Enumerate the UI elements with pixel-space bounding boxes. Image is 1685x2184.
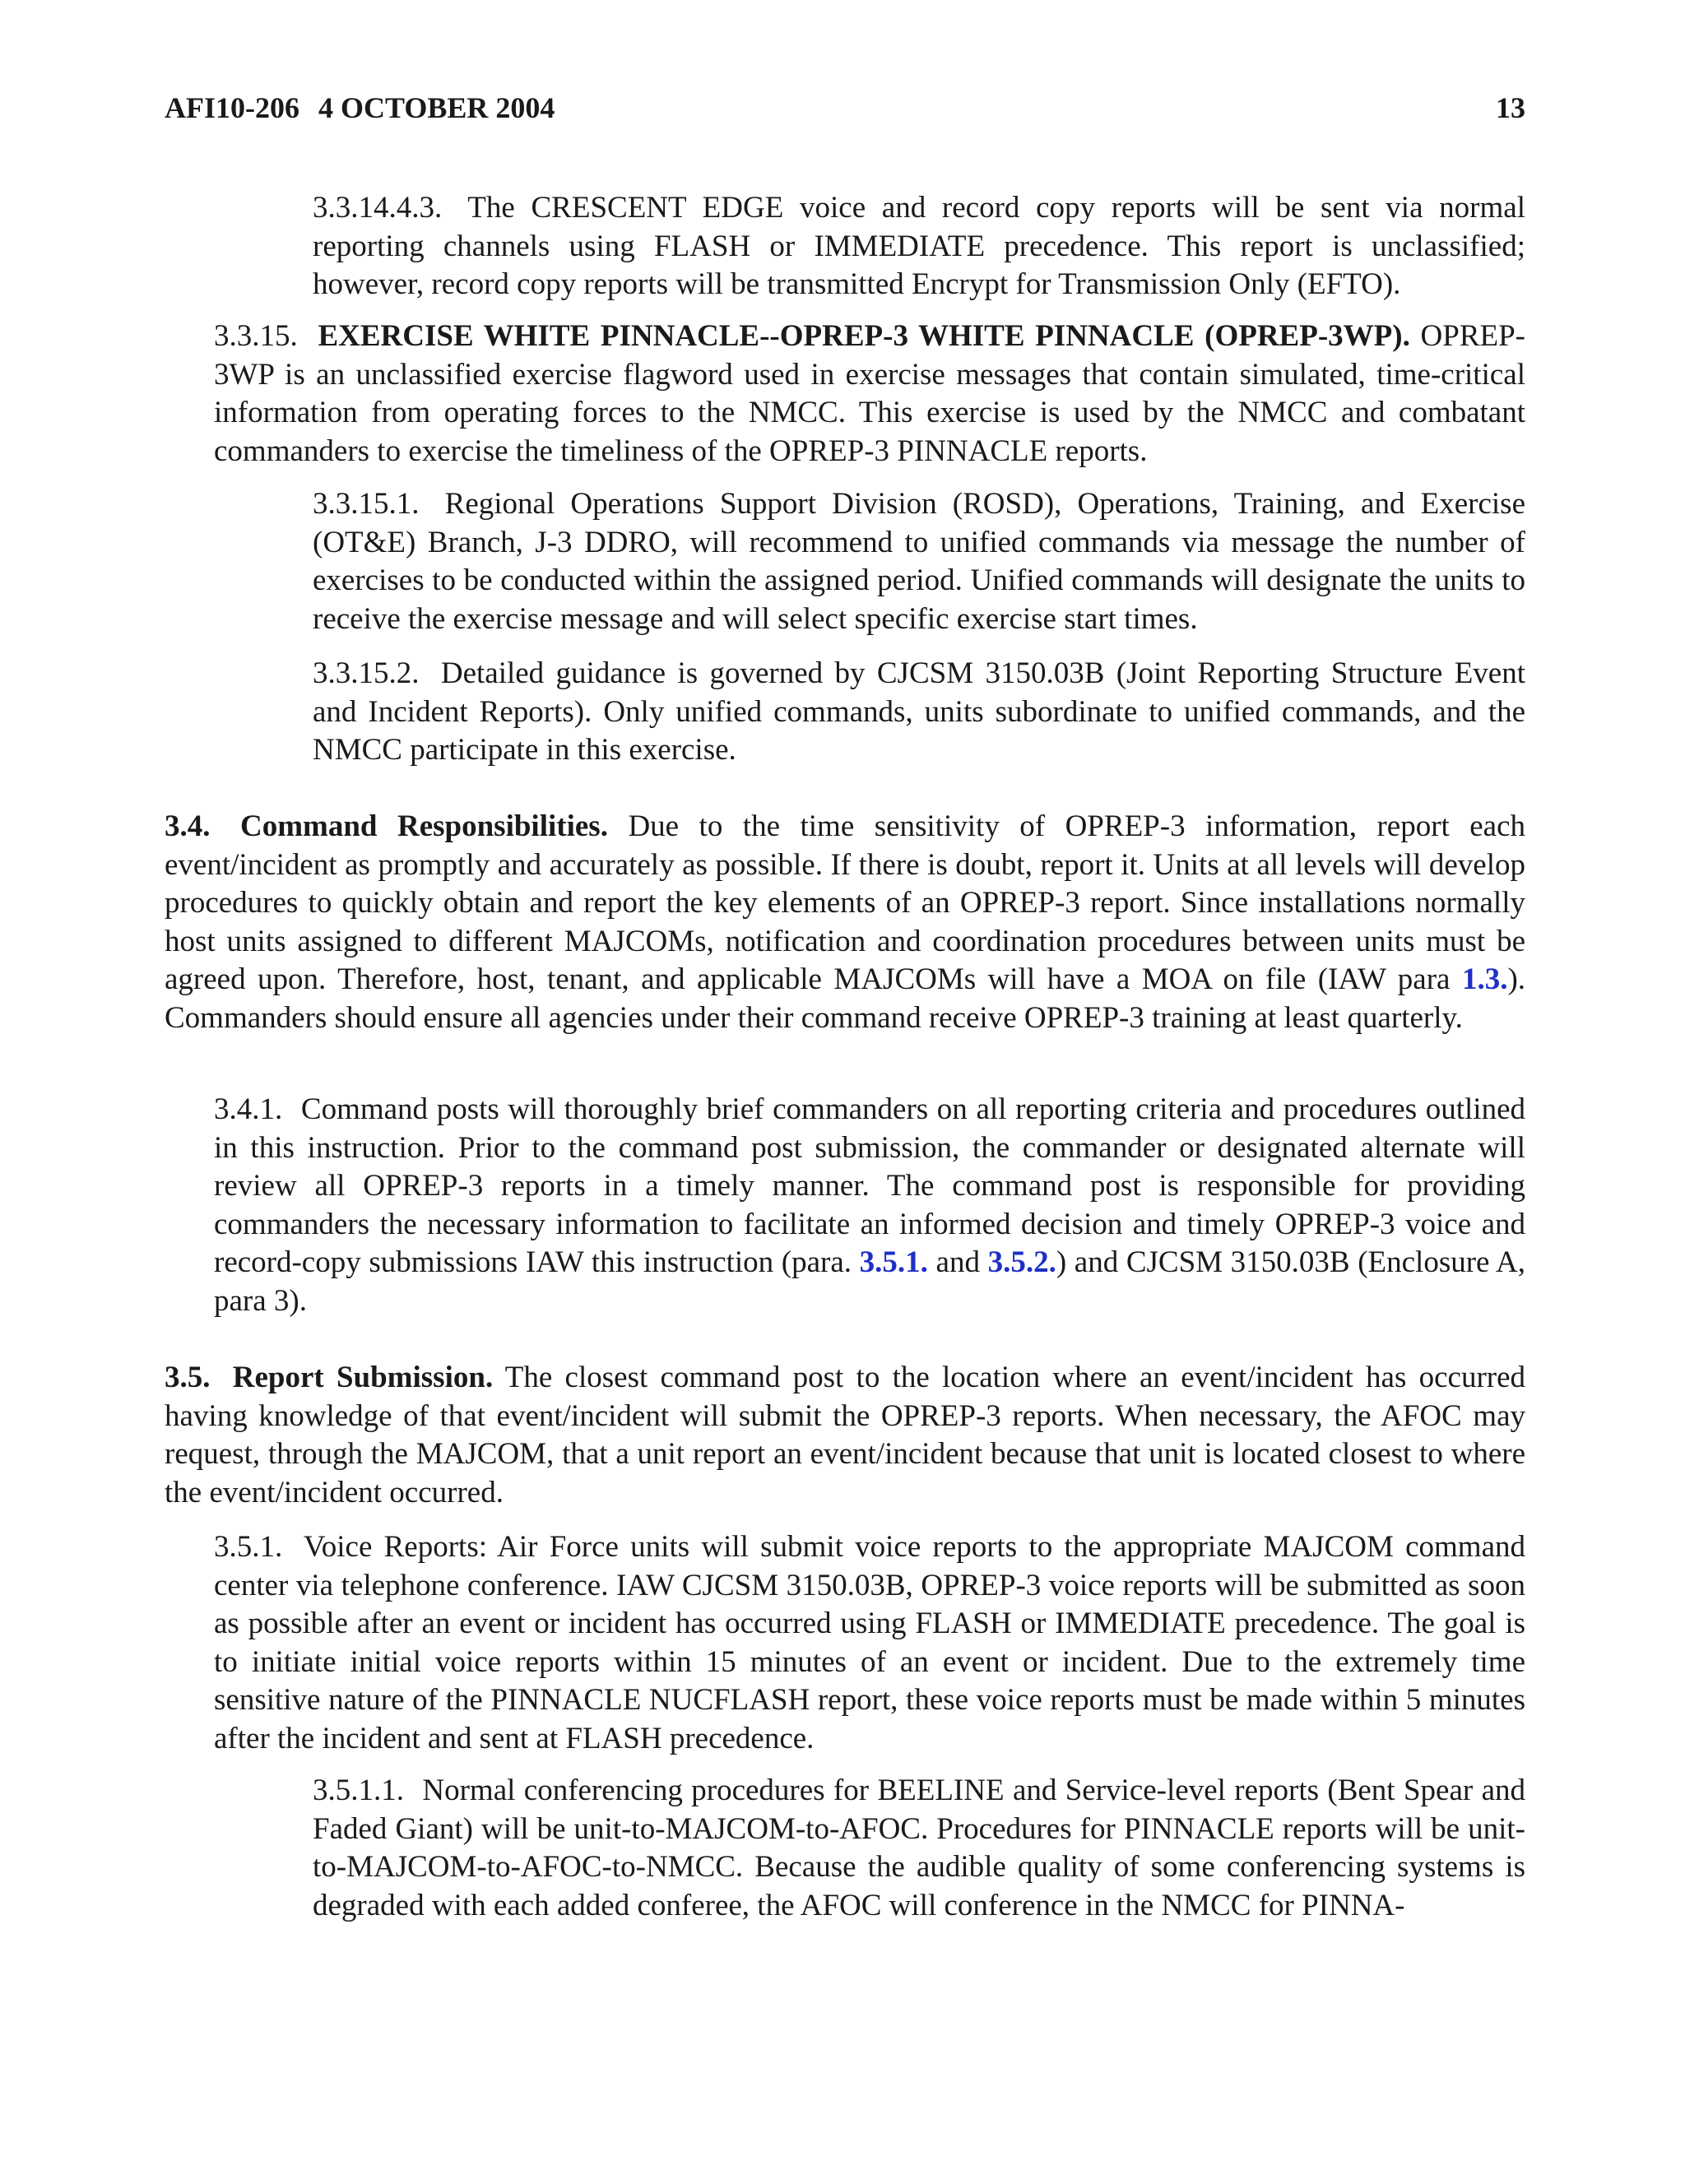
section-title: Report Submission. (232, 1361, 494, 1394)
document-date: 4 OCTOBER 2004 (318, 91, 555, 124)
link-para-3-5-2[interactable]: 3.5.2. (987, 1245, 1056, 1279)
section-text-continued: ). Commanders should ensure all agencies under their command receive OPREP-3 training at least quarterly. (165, 962, 1526, 1035)
page-number: 13 (1496, 91, 1525, 124)
paragraph-3-4-1 (214, 1091, 1525, 1320)
paragraph-3-3-15-1 (313, 485, 1525, 638)
paragraph-number: 3.3.15.1. (313, 487, 420, 521)
paragraph-text: Regional Operations Support Division (ROSD), Operations, Training, and Exercise (OT&E) Branch, J-3 DDRO, will recommend to unified commands via message the number of exercises to be conducted within the assigned period. Unified commands will designate the units to receive the exercise message and will select specific exercise start times. (313, 487, 1525, 636)
link-para-1-3[interactable]: 1.3. (1461, 962, 1508, 996)
paragraph-title: EXERCISE WHITE PINNACLE--OPREP-3 WHITE PINNACLE (OPREP-3WP). (318, 319, 1410, 353)
document-id: AFI10-206 (165, 91, 299, 124)
section-text: Due to the time sensitivity of OPREP-3 information, report each event/incident as promptly and accurately as possible. If there is doubt, report it. Units at all levels will develop procedures to quickly obtain and report the key elements of an OPREP-3 report. Since installations normally host units assigned to different MAJCOMs, notification and coordination procedures between units must be agreed upon. Therefore, host, tenant, and applicable MAJCOMs will have a MOA on file (IAW para (165, 809, 1526, 996)
section-3-5 (165, 1359, 1525, 1512)
paragraph-text-and: and (935, 1245, 980, 1279)
paragraph-number: 3.3.15.2. (313, 656, 420, 690)
paragraph-text: Detailed guidance is governed by CJCSM 3150.03B (Joint Reporting Structure Event and Incident Reports). Only unified commands, units subordinate to unified commands, and the NMCC participate in this exercise. (313, 656, 1525, 767)
paragraph-text: The CRESCENT EDGE voice and record copy reports will be sent via normal reporting channels using FLASH or IMMEDIATE precedence. This report is unclassified; however, record copy reports will be transmitted Encrypt for Transmission Only (EFTO). (313, 191, 1525, 301)
paragraph-number: 3.4.1. (214, 1092, 283, 1126)
section-text: The closest command post to the location where an event/incident has occurred having knowledge of that event/incident will submit the OPREP-3 reports. When necessary, the AFOC may request, through the MAJCOM, that a unit report an event/incident because that unit is located closest to where the event/incident occurred. (165, 1361, 1526, 1509)
paragraph-3-3-15-2 (313, 655, 1525, 770)
section-title: Command Responsibilities. (239, 809, 608, 843)
paragraph-3-5-1-1 (313, 1772, 1525, 1925)
paragraph-number: 3.5.1.1. (313, 1774, 404, 1807)
paragraph-text-continued: ) and CJCSM 3150.03B (Enclosure A, para 3). (214, 1245, 1526, 1318)
paragraph-text: Command posts will thoroughly brief commanders on all reporting criteria and procedures outlined in this instruction. Prior to the command post submission, the commander or designated alternate will review all OPREP-3 reports in a timely manner. The command post is responsible for providing commanders the necessary information to facilitate an informed decision and timely OPREP-3 voice and record-copy submissions IAW this instruction (para. (214, 1092, 1525, 1279)
page-header (165, 89, 1525, 127)
header-left (165, 89, 555, 127)
paragraph-text: Normal conferencing procedures for BEELINE and Service-level reports (Bent Spear and Faded Giant) will be unit-to-MAJCOM-to-AFOC. Procedures for PINNACLE reports will be unit-to-MAJCOM-to-AFOC-to-NMCC. Because the audible quality of some conferencing systems is degraded with each added conferee, the AFOC will conference in the NMCC for PINNA- (313, 1774, 1525, 1922)
section-number: 3.5. (165, 1361, 211, 1394)
paragraph-3-3-14-4-3 (313, 189, 1525, 304)
paragraph-text: Voice Reports: Air Force units will submit voice reports to the appropriate MAJCOM command center via telephone conference. IAW CJCSM 3150.03B, OPREP-3 voice reports will be submitted as soon as possible after an event or incident has occurred using FLASH or IMMEDIATE precedence. The goal is to initiate initial voice reports within 15 minutes of an event or incident. Due to the extremely time sensitive nature of the PINNACLE NUCFLASH report, these voice reports must be made within 5 minutes after the incident and sent at FLASH precedence. (214, 1530, 1525, 1755)
link-para-3-5-1[interactable]: 3.5.1. (859, 1245, 928, 1279)
paragraph-number: 3.3.14.4.3. (313, 191, 443, 225)
section-number: 3.4. (165, 809, 211, 843)
paragraph-3-5-1 (214, 1528, 1525, 1758)
paragraph-number: 3.5.1. (214, 1530, 283, 1564)
paragraph-number: 3.3.15. (214, 319, 298, 353)
section-3-4 (165, 808, 1525, 1037)
paragraph-text: OPREP-3WP is an unclassified exercise flagword used in exercise messages that contain simulated, time-critical information from operating forces to the NMCC. This exercise is used by the NMCC and combatant commanders to exercise the timeliness of the OPREP-3 PINNACLE reports. (214, 319, 1526, 468)
paragraph-3-3-15 (214, 318, 1525, 471)
